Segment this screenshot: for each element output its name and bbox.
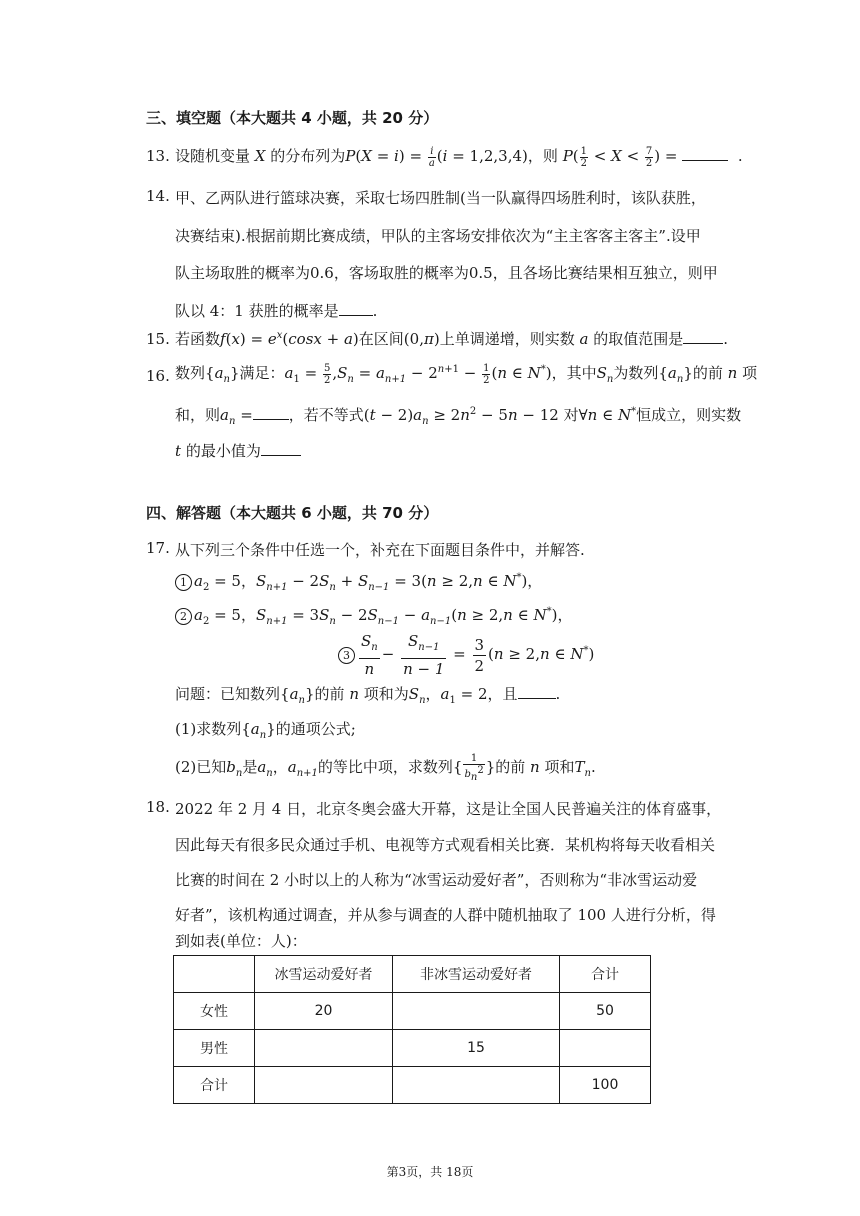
question-14-line-4: 队以 4：1 获胜的概率是 . <box>175 302 378 320</box>
table-header-cell: 非冰雪运动爱好者 <box>393 956 560 993</box>
question-16-line-3: t 的最小值为 <box>175 440 301 461</box>
question-15-text: 若函数$f(x) = e^x(\cos x + a)$在区间(0,π)上单调递增，则实数 a 的取值范围是 . <box>175 330 729 348</box>
question-number-16: 16. <box>146 367 170 385</box>
question-16-line-1: 数列$\{a_n\}$满足：$a_1$ = $\frac{5}{2}$ $,S_n = a_{n+1} - 2^{n+1}$ − $\frac{1}{2}$ (n ∈ N*)，其中$S_n$为数列$\{a_n\}$的前 n 项 <box>175 362 758 386</box>
table-cell: 女性 <box>174 993 255 1030</box>
question-18-line-3: 比赛的时间在 2 小时以上的人称为“冰雪运动爱好者”，否则称为“非冰雪运动爱 <box>175 871 698 889</box>
question-18-line-5: 到如表(单位：人)： <box>175 932 307 950</box>
question-16-line-2: 和，则$a_n$ = ，若不等式$(t - 2)a_n \ge 2n^2 - 5n - 12$ 对∀n ∈ N*恒成立，则实数 <box>175 406 742 427</box>
table-cell: 50 <box>560 993 651 1030</box>
answer-blank-14[interactable] <box>339 301 373 316</box>
answer-blank-16a[interactable] <box>253 405 289 420</box>
question-14-line-1: 甲、乙两队进行篮球决赛，采取七场四胜制(当一队赢得四场胜利时，该队获胜， <box>175 189 706 207</box>
table-cell <box>560 1030 651 1067</box>
condition-1: 1 $a_2 = 5$，$S_{n+1} - 2S_n + S_{n-1} = 3(n \ge 2,n$ ∈ N*)， <box>175 570 542 593</box>
table-cell: 男性 <box>174 1030 255 1067</box>
table-cell <box>393 993 560 1030</box>
question-17-part-1: (1)求数列$\{a_n\}$的通项公式; <box>175 720 356 741</box>
question-number-13: 13. <box>146 147 170 165</box>
question-17-problem: 问题：已知数列$\{a_n\}$的前 n 项和为$S_n$，$a_1 = 2$，且 . <box>175 685 561 706</box>
question-number-17: 17. <box>146 539 170 557</box>
table-header-cell: 冰雪运动爱好者 <box>255 956 393 993</box>
question-17-intro: 从下列三个条件中任选一个，补充在下面题目条件中，并解答. <box>175 541 585 559</box>
question-14-line-3: 队主场取胜的概率为0.6，客场取胜的概率为0.5，且各场比赛结果相互独立，则甲 <box>175 264 718 282</box>
question-13-text: 设随机变量 X 的分布列为P(X = i) = $\frac{i}{a}$ (i = 1,2,3,4)，则 P( $\frac{1}{2}$ < X < $\frac{7}{2}$ ) = . <box>175 145 743 169</box>
question-number-18: 18. <box>146 798 170 816</box>
table-row <box>174 993 651 1030</box>
answer-blank-13[interactable] <box>682 146 728 161</box>
survey-table <box>173 955 651 1104</box>
section-title-solutions: 四、解答题（本大题共 6 小题，共 70 分） <box>146 504 439 522</box>
table-row <box>174 1067 651 1104</box>
table-cell: 20 <box>255 993 393 1030</box>
table-cell <box>255 1067 393 1104</box>
answer-blank-15[interactable] <box>683 329 723 344</box>
section-title-fill-in: 三、填空题（本大题共 4 小题，共 20 分） <box>146 109 439 127</box>
table-cell: 15 <box>393 1030 560 1067</box>
table-cell <box>393 1067 560 1104</box>
table-cell: 100 <box>560 1067 651 1104</box>
question-14-line-2: 决赛结束).根据前期比赛成绩，甲队的主客场安排依次为“主主客客主客主”.设甲 <box>175 227 701 245</box>
table-cell: 合计 <box>174 1067 255 1104</box>
question-17-part-2: (2)已知$b_n$是$a_n$，$a_{n+1}$的等比中项，求数列{ $\frac{1}{b_n^2}$ }的前 n 项和$T_n$. <box>175 753 596 784</box>
table-cell <box>255 1030 393 1067</box>
table-row <box>174 1030 651 1067</box>
question-number-15: 15. <box>146 330 170 348</box>
question-number-14: 14. <box>146 187 170 205</box>
answer-blank-16b[interactable] <box>261 441 301 456</box>
question-18-line-2: 因此每天有很多民众通过手机、电视等方式观看相关比赛．某机构将每天收看相关 <box>175 836 716 854</box>
condition-3: 3 $\frac{S_n}{n}$ − $\frac{S_{n-1}}{n - 1}$ = $\frac{3}{2}$ (n ≥ 2,n ∈ N*) <box>338 631 594 679</box>
table-header-cell <box>174 956 255 993</box>
question-18-line-1: 2022 年 2 月 4 日，北京冬奥会盛大开幕，这是让全国人民普遍关注的体育盛事， <box>175 800 722 818</box>
table-header-row <box>174 956 651 993</box>
question-18-line-4: 好者”，该机构通过调查，并从参与调查的人群中随机抽取了 100 人进行分析，得 <box>175 906 716 924</box>
condition-2: 2 $a_2 = 5$，$S_{n+1} = 3S_n - 2S_{n-1} - a_{n-1}(n \ge 2,n$ ∈ N*)， <box>175 604 572 627</box>
page-footer: 第3页，共 18页 <box>386 1165 474 1179</box>
table-header-cell: 合计 <box>560 956 651 993</box>
condition-blank[interactable] <box>518 684 556 699</box>
